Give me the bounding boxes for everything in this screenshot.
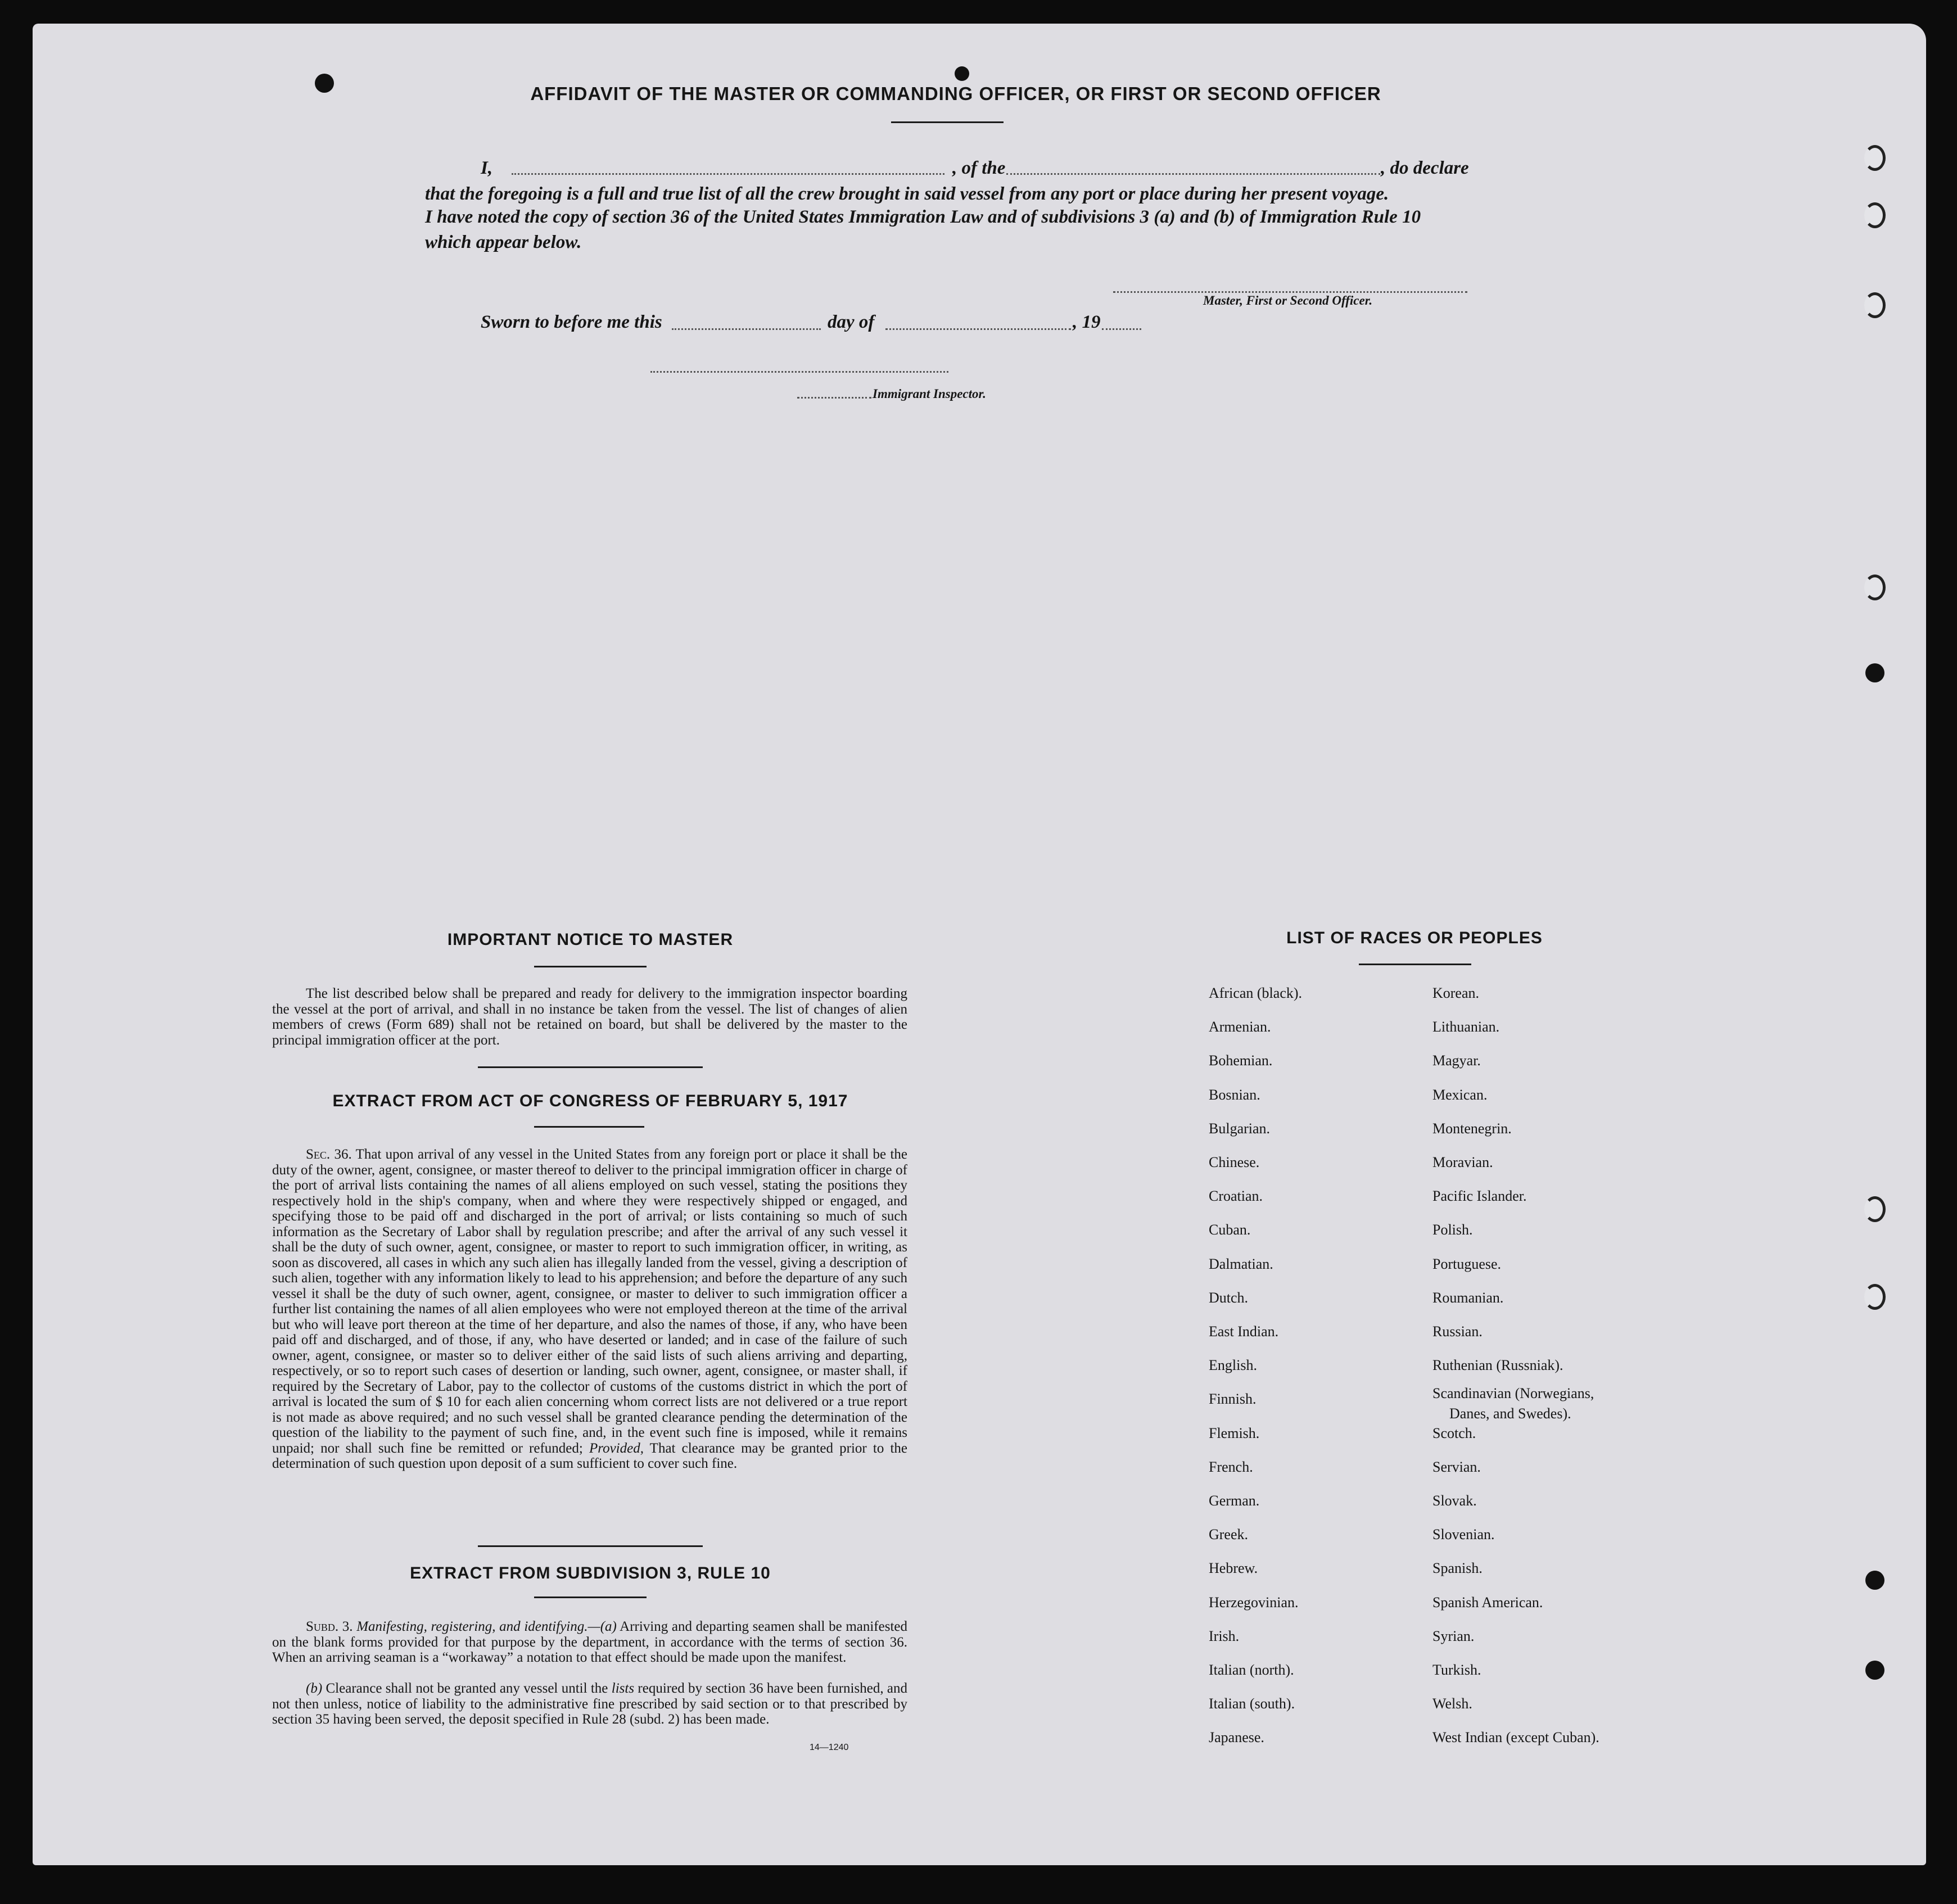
punch-hole-right bbox=[1865, 1661, 1884, 1680]
rule-text-a: Arriving and departing seamen shall be manifested on the blank forms provided for that purpose by the department, in accordance with the terms of section 36. When an arriving seaman is a “workaway” a notation to that effect should be made upon the manifest. bbox=[272, 1619, 908, 1665]
race-item: Flemish. bbox=[1209, 1424, 1260, 1441]
race-item: Spanish. bbox=[1432, 1560, 1483, 1577]
rule-subd-3a bbox=[272, 1619, 907, 1666]
race-item: Hebrew. bbox=[1209, 1560, 1258, 1577]
race-item: Lithuanian. bbox=[1432, 1019, 1500, 1035]
race-item: Japanese. bbox=[1209, 1729, 1264, 1746]
race-item: Scandinavian (Norwegians, bbox=[1432, 1385, 1594, 1402]
affidavit-line-4: which appear below. bbox=[425, 232, 582, 252]
race-item: Cuban. bbox=[1209, 1222, 1251, 1238]
act-text-a: That upon arrival of any vessel in the United States from any foreign port or place it shall be the duty of the owner, agent, consignee, or master thereof to deliver to the principal immigration officer in charge of the port of arrival lists containing the names of all aliens employed on such vessel, stating the positions they respectively hold in the ship's company, when and where they were respectively shipped or engaged, and specifying those to be paid off and discharged in the port of arrival; or lists containing so much of such information as the Secretary of Labor shall by regulation prescribe; and after the arrival of any such vessel it shall be the duty of such owner, agent, consignee, or master to report to such immigration officer, in writing, as soon as discovered, all cases in which any such alien has illegally landed from the vessel, giving a description of such alien, together with any information likely to lead to his apprehension; and before the departure of any such vessel it shall be the duty of such owner, agent, consignee, or master to deliver to such immigration officer a further list containing the names of all alien employees who were not employed thereon at the time of the arrival but who will leave port thereon at the time of her departure, and also the names of those, if any, who have been paid off and discharged, and of those, if any, who have deserted or landed; and in case of the failure of such owner, agent, consignee, or master so to deliver either of the said lists of such aliens arriving and departing, respectively, or so to report such cases of desertion or landing, such owner, agent, consignee, or master shall, if required by the Secretary of Labor, pay to the collector of customs of the customs district in which the port of arrival is located the sum of $ 10 for each alien concerning whom correct lists are not delivered or a true report is not made as above required; and no such vessel shall be granted clearance pending the determination of the question of the liability to the payment of such fine, and, in the event such fine is imposed, while it remains unpaid; nor shall such fine be remitted or refunded; bbox=[272, 1147, 907, 1456]
race-item: Greek. bbox=[1209, 1526, 1249, 1543]
race-item: French. bbox=[1209, 1458, 1253, 1475]
binder-ring bbox=[1864, 292, 1886, 318]
race-item: English. bbox=[1209, 1357, 1257, 1374]
race-item: Russian. bbox=[1432, 1323, 1483, 1340]
inspector-name-field[interactable] bbox=[797, 397, 871, 399]
year-prefix: , 19 bbox=[1073, 312, 1101, 332]
race-item: Servian. bbox=[1432, 1458, 1481, 1475]
affidavit-of-the: , of the bbox=[952, 158, 1006, 178]
binder-ring bbox=[1864, 145, 1886, 171]
affidavit-title: AFFIDAVIT OF THE MASTER OR COMMANDING OFFICER, OR FIRST OR SECOND OFFICER bbox=[530, 83, 1381, 104]
race-item: Ruthenian (Russniak). bbox=[1432, 1357, 1563, 1374]
race-item-continuation: Danes, and Swedes). bbox=[1449, 1405, 1571, 1422]
race-item: German. bbox=[1209, 1493, 1260, 1509]
race-item: Turkish. bbox=[1432, 1662, 1481, 1678]
form-number: 14—1240 bbox=[810, 1743, 849, 1752]
rule-title-rule bbox=[534, 1597, 647, 1598]
act-section-label: Sec. 36. bbox=[306, 1147, 352, 1162]
race-item: Italian (north). bbox=[1209, 1662, 1294, 1678]
race-item: Slovenian. bbox=[1432, 1526, 1495, 1543]
binder-ring bbox=[1864, 1196, 1886, 1222]
race-item: Roumanian. bbox=[1432, 1289, 1504, 1306]
master-signature-label: Master, First or Second Officer. bbox=[1203, 293, 1373, 307]
race-item: Bulgarian. bbox=[1209, 1120, 1271, 1137]
sworn-year-field[interactable] bbox=[1102, 328, 1141, 330]
act-title-rule bbox=[534, 1126, 644, 1128]
rule-subd-3b bbox=[272, 1681, 907, 1727]
rule-b-label: (b) bbox=[306, 1681, 323, 1696]
race-item: Magyar. bbox=[1432, 1052, 1481, 1069]
binder-ring bbox=[1864, 1284, 1886, 1310]
act-divider bbox=[478, 1545, 703, 1547]
affidavit-title-rule bbox=[891, 121, 1004, 123]
race-item: Irish. bbox=[1209, 1627, 1240, 1644]
punch-hole-right bbox=[1865, 1571, 1884, 1590]
act-section-36 bbox=[272, 1147, 907, 1472]
race-item: West Indian (except Cuban). bbox=[1432, 1729, 1599, 1746]
race-item: Dutch. bbox=[1209, 1289, 1249, 1306]
affidavit-do-declare: , do declare bbox=[1381, 158, 1469, 178]
notice-divider bbox=[478, 1066, 703, 1068]
vessel-name-field[interactable] bbox=[1006, 173, 1380, 175]
notice-text: The list described below shall be prepared and ready for delivery to the immigration inspector boarding the vessel at the port of arrival, and shall in no instance be taken from the vessel. The list of changes of alien members of crews (Form 689) shall not be retained on board, but shall be delivered by the master to the principal immigration officer at the port. bbox=[272, 986, 907, 1048]
sworn-day-field[interactable] bbox=[672, 328, 821, 330]
sworn-text: Sworn to before me this bbox=[481, 312, 662, 332]
races-title-rule bbox=[1359, 964, 1471, 965]
notice-title: IMPORTANT NOTICE TO MASTER bbox=[447, 930, 734, 949]
notice-title-rule bbox=[534, 966, 647, 967]
rule-heading: Manifesting, registering, and identifying.—(a) bbox=[356, 1619, 617, 1634]
affidavit-line-3: I have noted the copy of section 36 of the United States Immigration Law and of subdivisions 3 (a) and (b) of Immigration Rule 10 bbox=[425, 207, 1421, 227]
punch-hole-top-center bbox=[955, 66, 969, 81]
rule-lists-word: lists bbox=[611, 1681, 635, 1696]
race-item: Italian (south). bbox=[1209, 1695, 1295, 1712]
affidavit-i: I, bbox=[481, 158, 493, 178]
race-item: African (black). bbox=[1209, 985, 1303, 1001]
race-item: Pacific Islander. bbox=[1432, 1188, 1527, 1205]
race-item: Slovak. bbox=[1432, 1493, 1477, 1509]
race-item: Bohemian. bbox=[1209, 1052, 1273, 1069]
inspector-signature-field[interactable] bbox=[650, 371, 948, 373]
day-of-text: day of bbox=[828, 312, 875, 332]
rule-subd-label: Subd. 3. bbox=[306, 1619, 353, 1634]
sworn-month-field[interactable] bbox=[885, 328, 1071, 330]
race-item: Welsh. bbox=[1432, 1695, 1472, 1712]
act-title: EXTRACT FROM ACT OF CONGRESS OF FEBRUARY 5, 1917 bbox=[332, 1092, 848, 1110]
race-item: Mexican. bbox=[1432, 1086, 1488, 1103]
race-item: Bosnian. bbox=[1209, 1086, 1260, 1103]
race-item: Croatian. bbox=[1209, 1188, 1263, 1205]
document-page bbox=[33, 24, 1926, 1865]
race-item: Dalmatian. bbox=[1209, 1255, 1273, 1272]
race-item: Chinese. bbox=[1209, 1154, 1260, 1170]
race-item: Spanish American. bbox=[1432, 1594, 1543, 1611]
race-item: Syrian. bbox=[1432, 1627, 1475, 1644]
rule-text-b1: Clearance shall not be granted any vessel until the bbox=[326, 1681, 608, 1696]
rule-title: EXTRACT FROM SUBDIVISION 3, RULE 10 bbox=[410, 1564, 771, 1582]
race-item: Finnish. bbox=[1209, 1391, 1257, 1408]
race-item: Polish. bbox=[1432, 1222, 1473, 1238]
inspector-label: Immigrant Inspector. bbox=[873, 387, 986, 401]
race-item: Portuguese. bbox=[1432, 1255, 1502, 1272]
act-text-b: That clearance may be granted prior to the determination of such question upon deposit of a sum sufficient to cover such fine. bbox=[272, 1440, 907, 1471]
master-name-field[interactable] bbox=[512, 173, 944, 175]
race-item: Armenian. bbox=[1209, 1019, 1271, 1035]
act-provided: Provided, bbox=[589, 1440, 644, 1456]
punch-hole-top-left bbox=[315, 74, 334, 93]
affidavit-line-2: that the foregoing is a full and true list of all the crew brought in said vessel from any port or place during her present voyage. bbox=[425, 184, 1389, 204]
race-item: Moravian. bbox=[1432, 1154, 1493, 1170]
race-item: East Indian. bbox=[1209, 1323, 1279, 1340]
race-item: Scotch. bbox=[1432, 1424, 1476, 1441]
race-item: Korean. bbox=[1432, 985, 1480, 1001]
binder-ring bbox=[1864, 575, 1886, 600]
race-item: Herzegovinian. bbox=[1209, 1594, 1299, 1611]
affidavit-line-1 bbox=[481, 155, 492, 181]
master-signature-field[interactable] bbox=[1113, 291, 1467, 293]
rule-text-b2: required by section 36 have been furnished, and not then unless, notice of liability to the administrative fine prescribed by said section or to that prescribed by section 35 having been served, the deposit specified in Rule 28 (subd. 2) has been made. bbox=[272, 1681, 908, 1727]
races-title: LIST OF RACES OR PEOPLES bbox=[1286, 929, 1543, 947]
binder-ring bbox=[1864, 202, 1886, 228]
race-item: Montenegrin. bbox=[1432, 1120, 1512, 1137]
punch-hole-right bbox=[1865, 663, 1884, 682]
